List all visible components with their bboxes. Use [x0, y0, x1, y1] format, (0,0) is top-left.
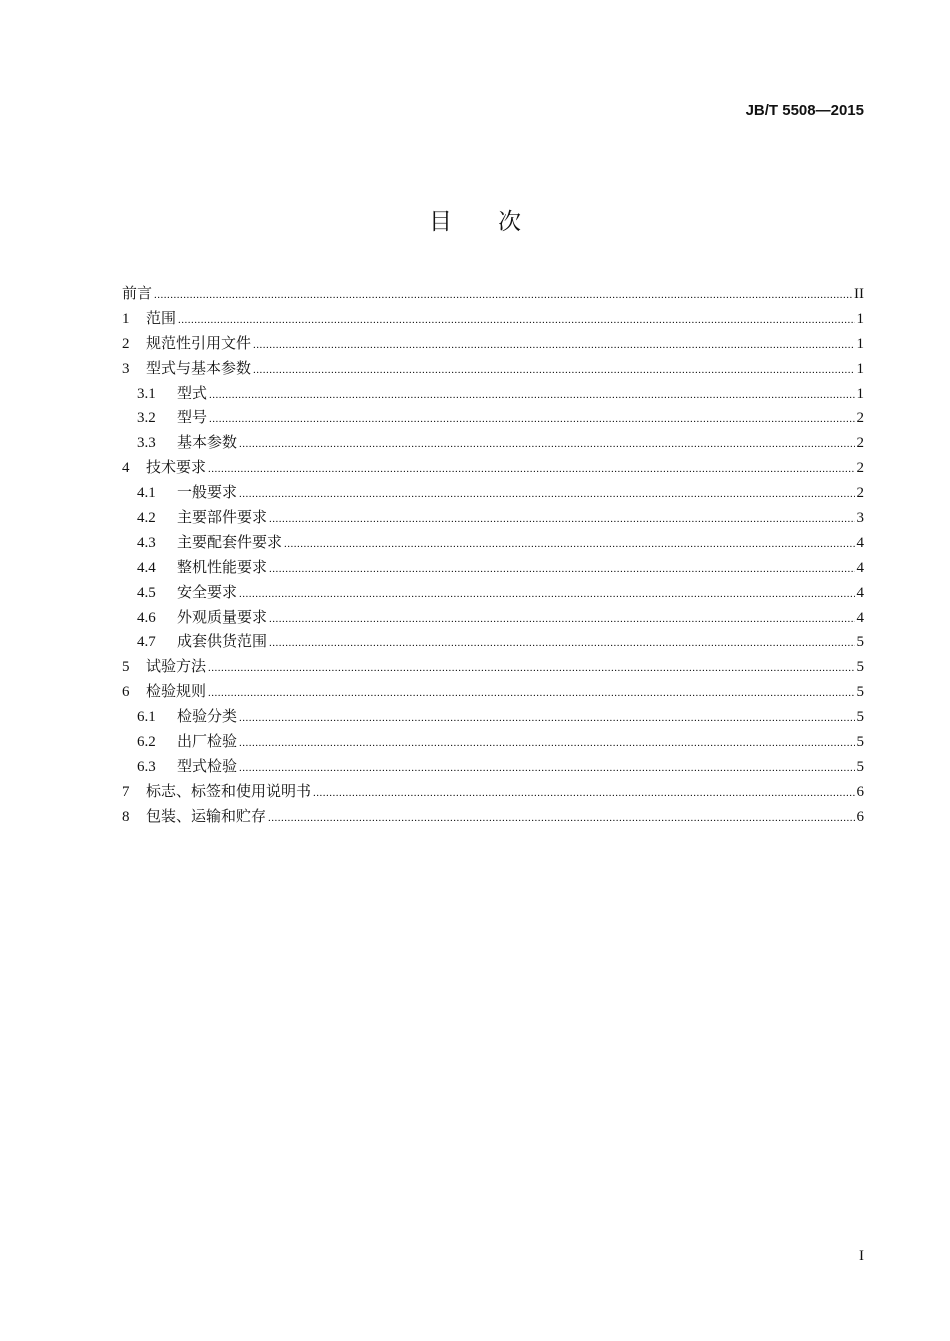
toc-entry-number: 2 [122, 335, 130, 352]
toc-entry-label: 整机性能要求 [177, 557, 268, 576]
toc-entry-page: 5 [856, 734, 864, 751]
toc-entry-number: 6.1 [137, 709, 156, 726]
toc-entry[interactable] [122, 481, 864, 506]
toc-leader-dots [284, 538, 854, 550]
toc-entry-page: 6 [856, 783, 864, 800]
toc-entry-number: 4.7 [137, 634, 156, 651]
toc-leader-dots [269, 613, 854, 625]
toc-entry-number: 4.6 [137, 609, 156, 626]
toc-leader-dots [239, 588, 854, 600]
toc-entry-page: 1 [856, 385, 864, 402]
toc-leader-dots [313, 787, 854, 799]
toc-entry-number: 3.1 [137, 385, 156, 402]
toc-entry[interactable] [122, 406, 864, 431]
toc-entry[interactable] [122, 282, 864, 307]
toc-leader-dots [208, 687, 854, 699]
toc-entry-label: 型式与基本参数 [146, 358, 252, 377]
toc-entry-label: 主要部件要求 [177, 508, 268, 527]
toc-entry[interactable] [122, 655, 864, 680]
toc-entry-page: 1 [856, 310, 864, 327]
toc-entry-page: 5 [856, 758, 864, 775]
toc-entry-label: 型式检验 [177, 756, 238, 775]
toc-entry-label: 型式 [177, 383, 208, 402]
toc-leader-dots [253, 364, 854, 376]
page-title: 目次 [429, 209, 567, 235]
toc-entry[interactable] [122, 780, 864, 805]
toc-entry-page: 2 [856, 485, 864, 502]
toc-entry[interactable] [122, 332, 864, 357]
toc-entry-page: 5 [856, 659, 864, 676]
toc-entry[interactable] [122, 581, 864, 606]
toc-entry[interactable] [122, 506, 864, 531]
toc-leader-dots [239, 762, 854, 774]
toc-entry-page: 3 [856, 510, 864, 527]
toc-entry-label: 型号 [177, 408, 208, 427]
toc-entry[interactable] [122, 456, 864, 481]
toc-entry-label: 一般要求 [177, 483, 238, 502]
toc-entry-number: 5 [122, 659, 130, 676]
toc-entry-page: 4 [856, 584, 864, 601]
toc-entry-page: 5 [856, 634, 864, 651]
toc-entry-label: 规范性引用文件 [146, 333, 252, 352]
toc-entry-page: 2 [856, 460, 864, 477]
toc-entry-page: 2 [856, 435, 864, 452]
toc-entry-number: 4.5 [137, 584, 156, 601]
toc-entry-number: 4 [122, 460, 130, 477]
toc-entry-number: 4.1 [137, 485, 156, 502]
toc-leader-dots [239, 488, 854, 500]
toc-entry-label: 出厂检验 [177, 732, 238, 751]
toc-entry-number: 7 [122, 783, 130, 800]
toc-entry-label: 前言 [122, 284, 153, 302]
toc-leader-dots [268, 812, 854, 824]
toc-entry-label: 标志、标签和使用说明书 [146, 781, 312, 800]
toc-entry-label: 范围 [146, 308, 177, 327]
toc-entry-label: 检验规则 [146, 682, 207, 701]
toc-entry[interactable] [122, 680, 864, 705]
toc-entry-number: 3.2 [137, 410, 156, 427]
toc-entry[interactable] [122, 755, 864, 780]
page-number: I [859, 1248, 864, 1264]
toc-leader-dots [269, 563, 854, 575]
toc-entry[interactable] [122, 606, 864, 631]
toc-entry-number: 6.2 [137, 734, 156, 751]
toc-leader-dots [269, 637, 854, 649]
standard-number: JB/T 5508—2015 [745, 102, 864, 119]
toc-entry-page: 4 [856, 534, 864, 551]
toc-entry[interactable] [122, 382, 864, 407]
toc-entry-label: 安全要求 [177, 582, 238, 601]
toc-entry[interactable] [122, 630, 864, 655]
toc-entry-page: 1 [856, 335, 864, 352]
toc-entry-number: 4.2 [137, 510, 156, 527]
toc-leader-dots [178, 314, 854, 326]
toc-entry-number: 3.3 [137, 435, 156, 452]
toc-entry-label: 基本参数 [177, 433, 238, 452]
toc-entry-number: 6.3 [137, 758, 156, 775]
toc-entry-number: 8 [122, 808, 130, 825]
toc-entry-label: 外观质量要求 [177, 607, 268, 626]
toc-entry-number: 4.3 [137, 534, 156, 551]
toc-entry[interactable] [122, 531, 864, 556]
toc-entry-number: 1 [122, 310, 130, 327]
toc-leader-dots [269, 513, 854, 525]
toc-entry-page: II [854, 286, 864, 302]
toc-leader-dots [209, 389, 854, 401]
toc-leader-dots [208, 662, 854, 674]
toc-leader-dots [239, 737, 854, 749]
toc-leader-dots [209, 413, 854, 425]
table-of-contents [122, 282, 864, 830]
toc-entry[interactable] [122, 730, 864, 755]
toc-entry-label: 技术要求 [146, 458, 207, 477]
toc-entry[interactable] [122, 357, 864, 382]
toc-entry-number: 6 [122, 684, 130, 701]
toc-leader-dots [253, 339, 854, 351]
toc-entry-label: 成套供货范围 [177, 632, 268, 651]
toc-entry-page: 1 [856, 360, 864, 377]
toc-entry[interactable] [122, 431, 864, 456]
toc-entry-label: 包装、运输和贮存 [146, 806, 267, 825]
toc-entry[interactable] [122, 556, 864, 581]
toc-entry-page: 5 [856, 709, 864, 726]
toc-entry-label: 检验分类 [177, 707, 238, 726]
toc-entry-number: 4.4 [137, 559, 156, 576]
toc-entry-label: 主要配套件要求 [177, 532, 283, 551]
toc-entry[interactable] [122, 307, 864, 332]
toc-entry[interactable] [122, 705, 864, 730]
toc-leader-dots [239, 712, 854, 724]
toc-leader-dots [208, 463, 854, 475]
toc-entry[interactable] [122, 805, 864, 830]
toc-leader-dots [239, 438, 854, 450]
toc-leader-dots [154, 289, 852, 301]
toc-entry-label: 试验方法 [146, 657, 207, 676]
toc-entry-page: 2 [856, 410, 864, 427]
toc-entry-page: 4 [856, 559, 864, 576]
toc-entry-page: 5 [856, 684, 864, 701]
toc-entry-number: 3 [122, 360, 130, 377]
toc-entry-page: 6 [856, 808, 864, 825]
toc-entry-page: 4 [856, 609, 864, 626]
